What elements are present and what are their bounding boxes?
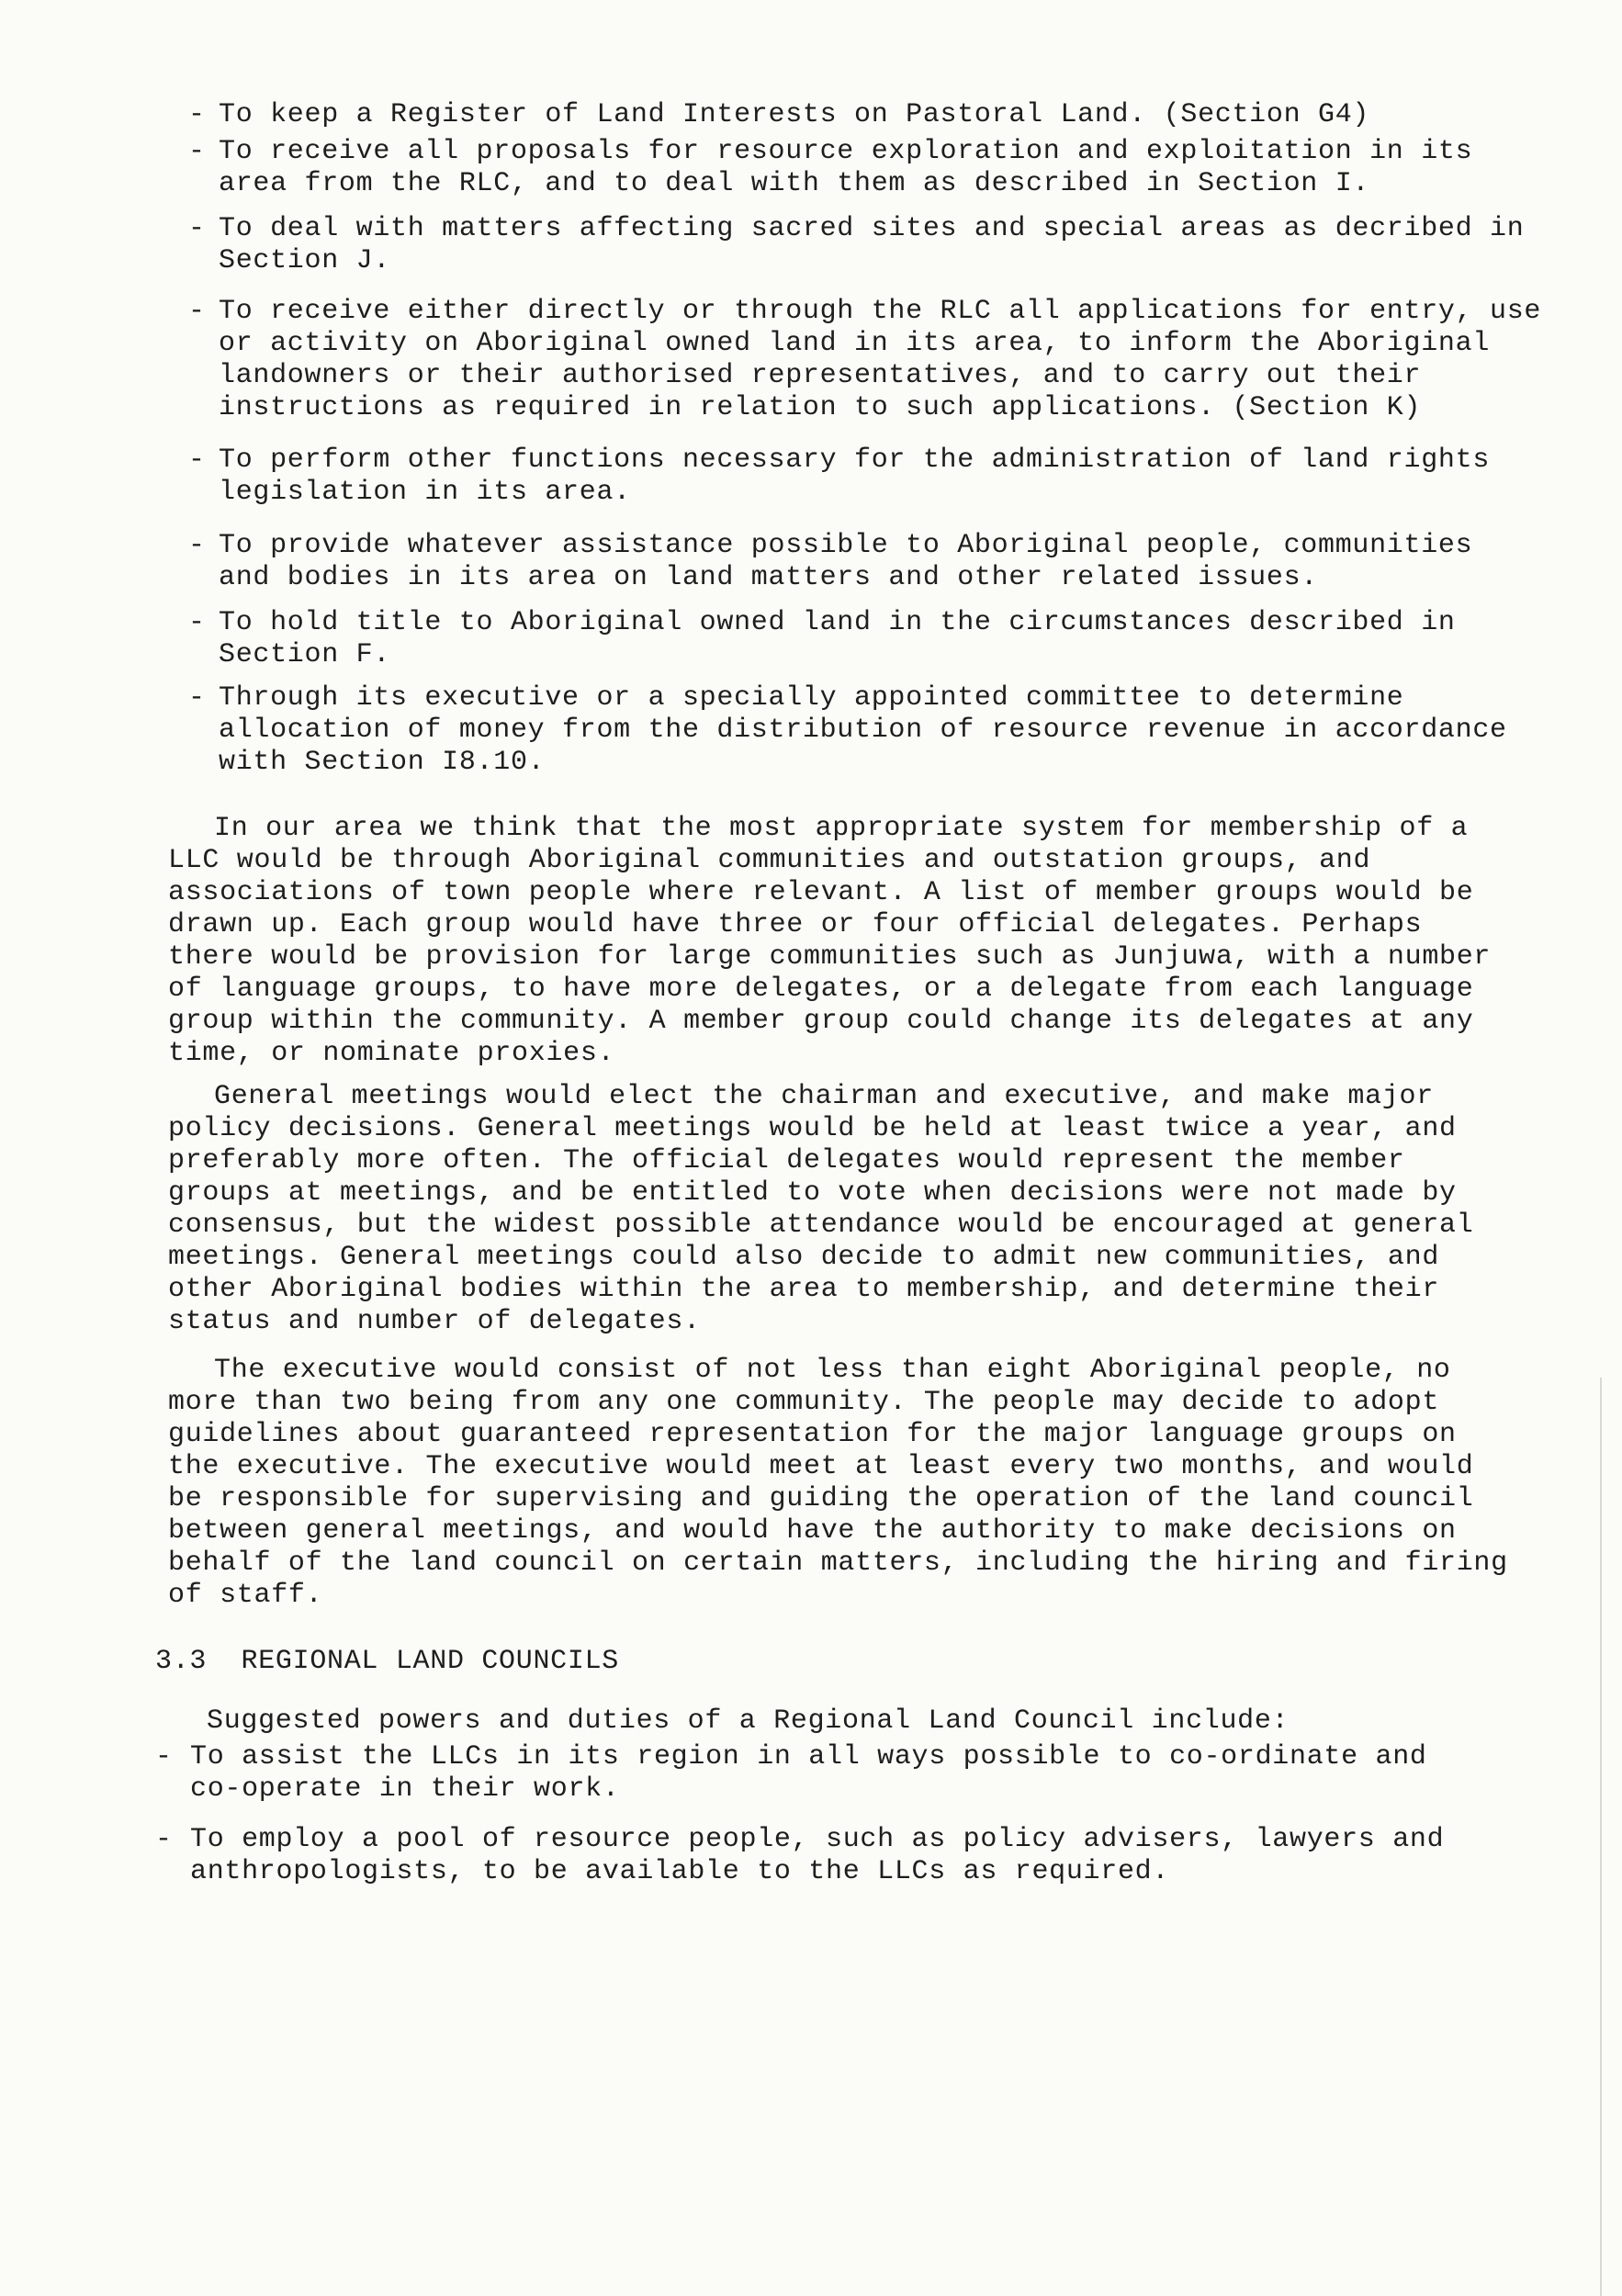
text-line: meetings. General meetings could also decide to admit new communities, and bbox=[168, 1242, 1440, 1273]
paragraph bbox=[168, 1081, 1473, 1338]
text-line: preferably more often. The official delegates would represent the member bbox=[168, 1145, 1405, 1176]
text-line: instructions as required in relation to such applications. (Section K) bbox=[219, 392, 1422, 423]
bullet-dash: - bbox=[188, 530, 206, 561]
text-line: LLC would be through Aboriginal communities and outstation groups, and bbox=[168, 845, 1371, 876]
text-line: To perform other functions necessary for the administration of land rights bbox=[219, 445, 1491, 476]
bullet-item bbox=[188, 136, 1473, 200]
text-line: policy decisions. General meetings would be held at least twice a year, and bbox=[168, 1113, 1457, 1144]
text-line: there would be provision for large communities such as Junjuwa, with a number bbox=[168, 941, 1492, 973]
text-line: To receive either directly or through the RLC all applications for entry, use bbox=[219, 296, 1542, 327]
page-edge bbox=[1600, 1378, 1602, 2296]
bullet-item bbox=[155, 1824, 1445, 1888]
paragraph bbox=[168, 813, 1491, 1070]
text-line: groups at meetings, and be entitled to vote when decisions were not made by bbox=[168, 1177, 1457, 1209]
bullet-dash: - bbox=[188, 99, 206, 130]
bullet-dash: - bbox=[188, 136, 206, 167]
bullet-item bbox=[188, 445, 1491, 509]
paragraph bbox=[168, 1355, 1508, 1612]
text-line: of language groups, to have more delegates, or a delegate from each language bbox=[168, 974, 1474, 1005]
bullet-item bbox=[188, 530, 1473, 594]
text-line: anthropologists, to be available to the LLCs as required. bbox=[190, 1856, 1170, 1887]
text-line: To assist the LLCs in its region in all ways possible to co-ordinate and bbox=[190, 1741, 1427, 1773]
bullet-item bbox=[188, 296, 1542, 424]
text-line: co-operate in their work. bbox=[190, 1773, 620, 1805]
text-line: group within the community. A member group could change its delegates at any bbox=[168, 1006, 1474, 1037]
text-line: other Aboriginal bodies within the area to membership, and determine their bbox=[168, 1274, 1440, 1305]
bullet-dash: - bbox=[188, 682, 206, 714]
bullet-item bbox=[188, 213, 1525, 277]
bullet-dash: - bbox=[188, 213, 206, 244]
bullet-item bbox=[188, 682, 1507, 779]
text-line: To hold title to Aboriginal owned land in the circumstances described in bbox=[219, 607, 1456, 638]
text-line: behalf of the land council on certain matters, including the hiring and firing bbox=[168, 1548, 1508, 1579]
text-line: drawn up. Each group would have three or four official delegates. Perhaps bbox=[168, 909, 1423, 940]
text-line: time, or nominate proxies. bbox=[168, 1038, 615, 1069]
text-line: between general meetings, and would have the authority to make decisions on bbox=[168, 1515, 1457, 1547]
text-line: consensus, but the widest possible attendance would be encouraged at general bbox=[168, 1210, 1474, 1241]
bullet-item bbox=[188, 99, 1370, 131]
bullet-item bbox=[155, 1741, 1427, 1806]
text-line: Section F. bbox=[219, 639, 391, 670]
text-line: and bodies in its area on land matters and other related issues. bbox=[219, 562, 1318, 593]
text-line: To employ a pool of resource people, such as policy advisers, lawyers and bbox=[190, 1824, 1445, 1855]
bullet-dash: - bbox=[155, 1824, 173, 1855]
text-line: of staff. bbox=[168, 1580, 323, 1611]
text-line: the executive. The executive would meet at least every two months, and would bbox=[168, 1451, 1474, 1482]
text-line: allocation of money from the distribution of resource revenue in accordance bbox=[219, 715, 1507, 746]
text-line: area from the RLC, and to deal with them as described in Section I. bbox=[219, 168, 1370, 199]
text-line: legislation in its area. bbox=[219, 477, 631, 508]
text-line: To provide whatever assistance possible to Aboriginal people, communities bbox=[219, 530, 1473, 561]
bullet-item bbox=[188, 607, 1456, 671]
text-line: be responsible for supervising and guiding the operation of the land council bbox=[168, 1483, 1474, 1514]
text-line: status and number of delegates. bbox=[168, 1306, 701, 1337]
bullet-dash: - bbox=[188, 445, 206, 476]
bullet-dash: - bbox=[155, 1741, 173, 1773]
text-line: To keep a Register of Land Interests on Pastoral Land. (Section G4) bbox=[219, 99, 1370, 130]
text-line: landowners or their authorised representatives, and to carry out their bbox=[219, 360, 1422, 391]
text-line: more than two being from any one community. The people may decide to adopt bbox=[168, 1387, 1440, 1418]
text-line: To receive all proposals for resource exploration and exploitation in its bbox=[219, 136, 1473, 167]
text-line: or activity on Aboriginal owned land in its area, to inform the Aboriginal bbox=[219, 328, 1491, 359]
text-line: The executive would consist of not less than eight Aboriginal people, no bbox=[214, 1355, 1451, 1386]
section-heading: 3.3 REGIONAL LAND COUNCILS bbox=[155, 1646, 619, 1677]
text-line: Section J. bbox=[219, 245, 391, 276]
bullet-dash: - bbox=[188, 607, 206, 638]
text-line: with Section I8.10. bbox=[219, 747, 546, 778]
bullet-dash: - bbox=[188, 296, 206, 327]
text-line: associations of town people where relevant. A list of member groups would be bbox=[168, 877, 1474, 908]
text-line: General meetings would elect the chairman and executive, and make major bbox=[214, 1081, 1434, 1112]
text-line: To deal with matters affecting sacred sites and special areas as decribed in bbox=[219, 213, 1525, 244]
text-line: Through its executive or a specially appointed committee to determine bbox=[219, 682, 1404, 714]
text-line: In our area we think that the most appropriate system for membership of a bbox=[214, 813, 1469, 844]
text-line: guidelines about guaranteed representation for the major language groups on bbox=[168, 1419, 1457, 1450]
section-intro: Suggested powers and duties of a Regional Land Council include: bbox=[207, 1705, 1290, 1737]
